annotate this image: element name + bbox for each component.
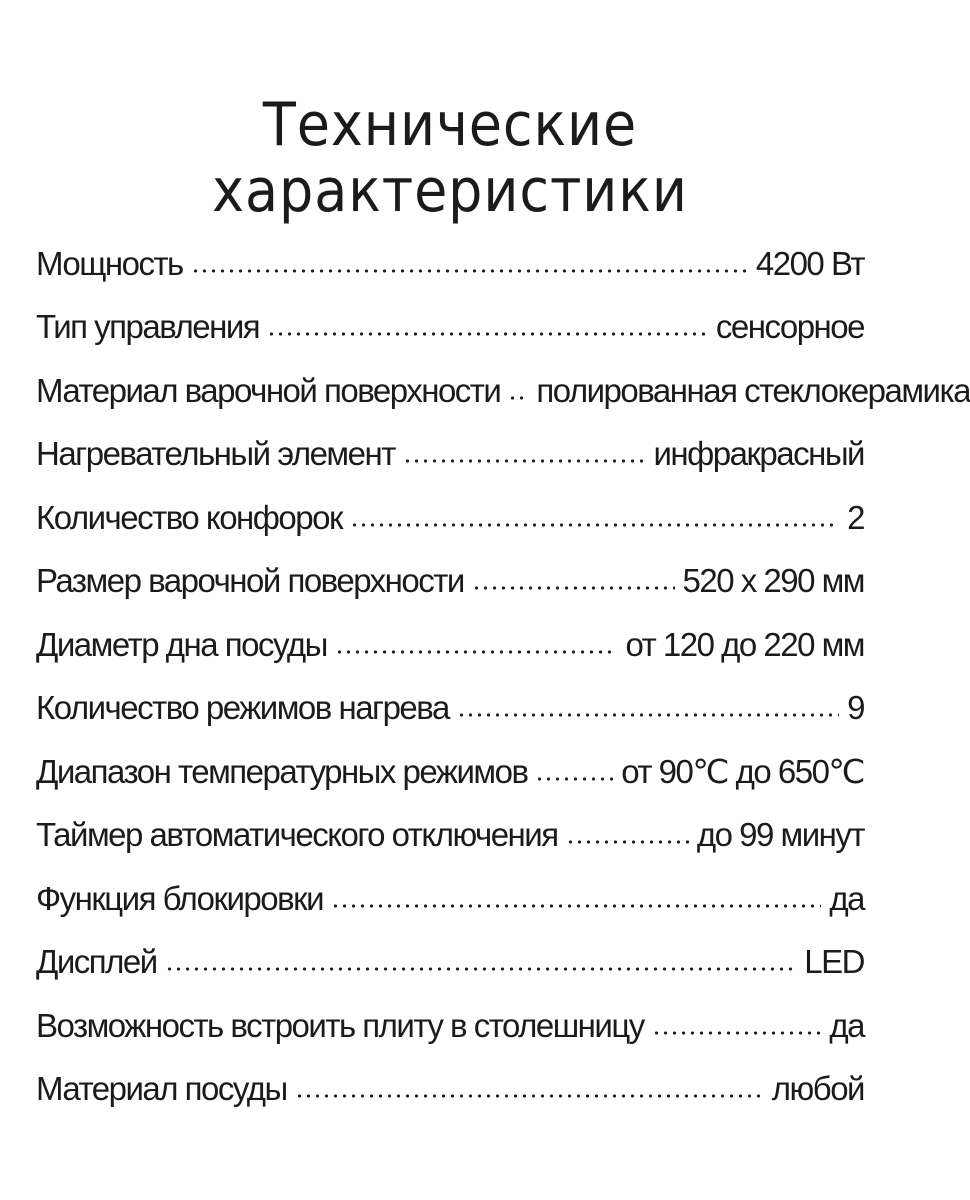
spec-row-cookware-material <box>36 1058 864 1122</box>
spec-row-heating-element <box>36 423 864 487</box>
spec-label: Дисплей <box>36 943 157 981</box>
spec-row-cookware-diameter <box>36 613 864 677</box>
dot-leader <box>566 840 689 844</box>
spec-value: любой <box>771 1070 864 1108</box>
dot-leader <box>335 650 618 654</box>
spec-value: 520 х 290 мм <box>682 562 864 600</box>
spec-label: Возможность встроить плиту в столешницу <box>36 1006 644 1044</box>
spec-row-lock-function <box>36 867 864 931</box>
dot-leader <box>350 523 839 527</box>
spec-row-power <box>36 232 864 296</box>
spec-value: от 120 до 220 мм <box>625 625 864 663</box>
spec-label: Диаметр дна посуды <box>36 625 327 663</box>
spec-label: Таймер автоматического отключения <box>36 816 558 854</box>
dot-leader <box>267 332 708 336</box>
spec-label: Количество режимов нагрева <box>36 689 449 727</box>
dot-leader <box>295 1094 764 1098</box>
spec-label: Функция блокировки <box>36 879 323 917</box>
page-title <box>45 90 855 227</box>
spec-value: да <box>829 1006 864 1044</box>
spec-value: сенсорное <box>715 308 864 346</box>
dot-leader <box>535 777 613 781</box>
spec-row-auto-off-timer <box>36 804 864 868</box>
dot-leader <box>652 1031 822 1035</box>
spec-value: да <box>829 879 864 917</box>
spec-value: LED <box>804 943 864 981</box>
title-line-2: характеристики <box>212 156 688 227</box>
spec-row-surface-size <box>36 550 864 614</box>
dot-leader <box>457 713 839 717</box>
spec-row-built-in <box>36 994 864 1058</box>
title-line-1: Технические <box>262 90 638 161</box>
spec-value: 2 <box>847 498 864 536</box>
spec-row-temperature-range <box>36 740 864 804</box>
spec-row-burner-count <box>36 486 864 550</box>
dot-leader <box>508 396 528 400</box>
spec-row-heating-modes <box>36 677 864 741</box>
spec-label: Материал посуды <box>36 1070 287 1108</box>
spec-label: Диапазон температурных режимов <box>36 752 528 790</box>
spec-value: инфракрасный <box>653 435 864 473</box>
dot-leader <box>165 967 797 971</box>
spec-label: Размер варочной поверхности <box>36 562 464 600</box>
spec-row-surface-material <box>36 359 970 423</box>
dot-leader <box>191 269 748 273</box>
spec-list <box>36 232 970 1121</box>
spec-row-display <box>36 931 864 995</box>
spec-value: от 90℃ до 650℃ <box>621 753 864 791</box>
spec-label: Нагревательный элемент <box>36 435 395 473</box>
spec-label: Тип управления <box>36 308 260 346</box>
spec-value: 9 <box>847 689 864 727</box>
spec-value: полированная стеклокерамика <box>536 371 970 409</box>
dot-leader <box>331 904 821 908</box>
spec-row-control-type <box>36 296 864 360</box>
spec-label: Количество конфорок <box>36 498 342 536</box>
spec-value: 4200 Вт <box>755 244 864 282</box>
spec-label: Материал варочной поверхности <box>36 371 501 409</box>
dot-leader <box>472 586 675 590</box>
spec-value: до 99 минут <box>696 816 864 854</box>
dot-leader <box>403 459 646 463</box>
spec-label: Мощность <box>36 244 183 282</box>
